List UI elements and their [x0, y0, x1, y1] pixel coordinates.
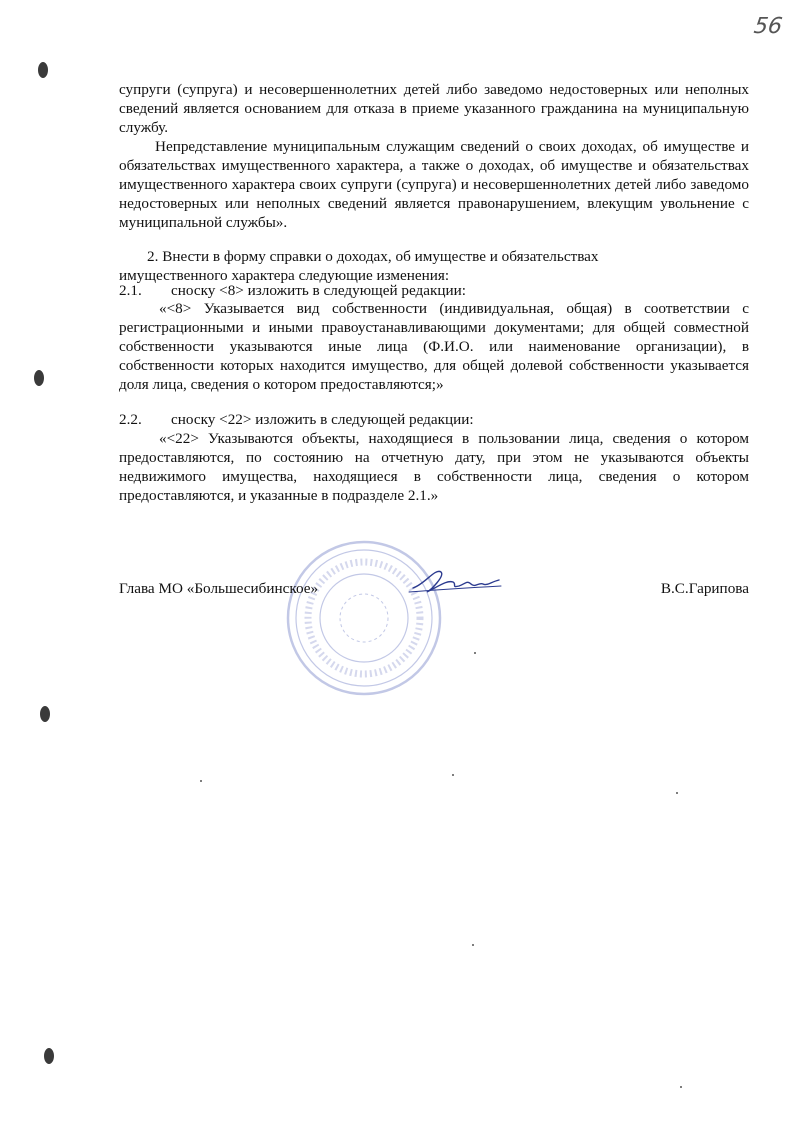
punch-hole-upper — [34, 370, 44, 386]
scan-speck — [200, 780, 202, 782]
item-2-1 — [119, 281, 749, 300]
punch-hole-lower — [40, 706, 50, 722]
signatory-title: Глава МО «Большесибинское» — [119, 580, 319, 597]
scan-speck — [472, 944, 474, 946]
signatory-name: В.С.Гарипова — [660, 580, 749, 597]
handwritten-signature — [405, 562, 505, 602]
item-text: сноску <8> изложить в следующей редакции: — [171, 282, 466, 299]
paragraph-footnote-8: «<8> Указывается вид собственности (индивидуальная, общая) в соответствии с регистрационными и иными правоустанавливающими документами; для общей совместной собственности указываются иные лица (Ф.И.О. или наименование организации), в собственности которых находится имущество, для общей долевой собственности указывается доля лица, сведения о котором предоставляются;» — [119, 300, 749, 393]
scan-speck — [680, 1086, 682, 1088]
paragraph-amend-form: 2. Внести в форму справки о доходах, об имуществе и обязательствах имущественного характера следующие изменения: — [119, 248, 599, 284]
scan-speck — [676, 792, 678, 794]
paragraph-violation: Непредставление муниципальным служащим сведений о своих доходах, об имуществе и обязательствах имущественного характера, а также о доходах, об имуществе и обязательствах имущественного характера своих супруги (супруга) и несовершеннолетних детей либо заведомо недостоверных или неполных сведений является правонарушением, влекущим увольнение с муниципальной службы». — [119, 138, 749, 231]
item-number: 2.2. — [119, 411, 142, 428]
scan-speck — [452, 774, 454, 776]
punch-hole-top — [38, 62, 48, 78]
scan-speck — [474, 652, 476, 654]
item-2-2 — [119, 410, 749, 429]
item-number: 2.1. — [119, 282, 142, 299]
punch-hole-bottom — [44, 1048, 54, 1064]
page-number: 56 — [752, 14, 784, 39]
paragraph-footnote-22: «<22> Указываются объекты, находящиеся в пользовании лица, сведения о котором предоставляются, по состоянию на отчетную дату, при этом не указываются объекты недвижимого имущества, находящиеся в собственности лица, сведения о котором предоставляются, и указанные в подразделе 2.1.» — [119, 430, 749, 504]
item-text: сноску <22> изложить в следующей редакции: — [171, 411, 474, 428]
paragraph-refusal-grounds: супруги (супруга) и несовершеннолетних детей либо заведомо недостоверных или неполных сведений является основанием для отказа в приеме указанного гражданина на муниципальную службу. — [119, 81, 749, 136]
